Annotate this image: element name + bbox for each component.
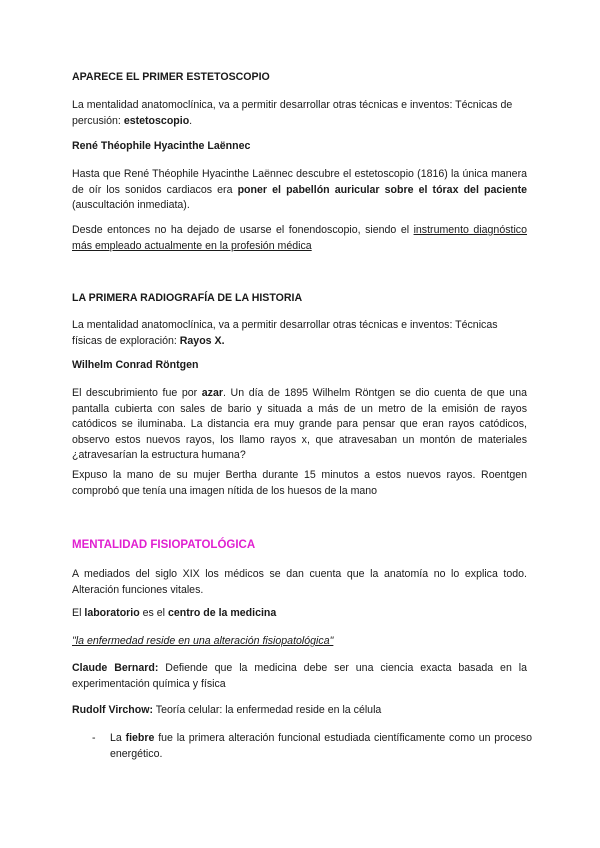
bold-text: fiebre xyxy=(125,732,155,744)
paragraph-bertha: Expuso la mano de su mujer Bertha durante 15 minutos a estos nuevos rayos. Roentgen comprobó que tenía una imagen nítida de los huesos de la mano xyxy=(72,469,527,497)
text-run: es el xyxy=(139,607,168,619)
paragraph-fonendoscopio xyxy=(72,223,527,254)
bold-text: poner el pabellón auricular sobre el tórax del paciente xyxy=(237,183,527,196)
bullet-dash: - xyxy=(92,732,96,744)
text-run: . xyxy=(189,114,193,127)
paragraph-siglo-xix: A mediados del siglo XIX los médicos se dan cuenta que la anatomía no lo explica todo. Alteración funciones vitales. xyxy=(72,568,527,596)
text-run: El descubrimiento fue por xyxy=(72,387,202,399)
subheading-rontgen: Wilhelm Conrad Röntgen xyxy=(72,359,199,371)
bold-text: Claude Bernard: xyxy=(72,662,159,674)
text-run: La mentalidad anatomoclínica, va a permitir desarrollar otras técnicas e inventos: Técnicas físicas de exploración: xyxy=(72,319,498,347)
text-run: La xyxy=(110,732,126,744)
text-run: Teoría celular: la enfermedad reside en la célula xyxy=(153,704,382,716)
bold-text: laboratorio xyxy=(84,607,140,619)
section-title-estetoscopio: APARECE EL PRIMER ESTETOSCOPIO xyxy=(72,71,270,83)
list-item xyxy=(92,731,532,762)
paragraph-laboratorio xyxy=(72,606,527,622)
underlined-text: instrumento diagnóstico más empleado actualmente en la profesión médica xyxy=(72,224,527,252)
quote-fisiopatologica: "la enfermedad reside en una alteración fisiopatológica" xyxy=(72,635,334,647)
section-title-radiografia: LA PRIMERA RADIOGRAFÍA DE LA HISTORIA xyxy=(72,292,303,304)
text-run: La mentalidad anatomoclínica, va a permitir desarrollar otras técnicas e inventos: Técnicas de percusión: xyxy=(72,99,513,127)
bold-text: Rudolf Virchow: xyxy=(72,704,154,716)
text-run: El xyxy=(72,607,85,619)
paragraph-radiografia-intro xyxy=(72,318,527,349)
text-run: . Un día de 1895 Wilhelm Röntgen se dio cuenta de que una pantalla cubierta con sales de bario y situada a más de un metro de la emisión de rayos catódicos se iluminaba. La distancia era muy grande para pensar que eran rayos catódicos, observo estos nuevos rayos, los llamo rayos x, que atravesaban un montón de materiales ¿atravesarían la estructura humana? xyxy=(72,387,527,461)
paragraph-estetoscopio-intro xyxy=(72,98,527,129)
section-title-fisiopatologica: MENTALIDAD FISIOPATOLÓGICA xyxy=(72,539,256,551)
bold-text: azar xyxy=(201,387,223,399)
paragraph-rudolf-virchow xyxy=(72,703,527,719)
paragraph-claude-bernard xyxy=(72,661,527,692)
paragraph-laennec xyxy=(72,167,527,214)
bold-text: Rayos X. xyxy=(179,334,225,347)
list-item-text xyxy=(110,731,532,762)
text-run: fue la primera alteración funcional estudiada científicamente como un proceso energético. xyxy=(110,732,532,760)
subheading-laennec: René Théophile Hyacinthe Laënnec xyxy=(72,140,251,152)
text-run: Defiende que la medicina debe ser una ciencia exacta basada en la experimentación química y física xyxy=(72,662,527,690)
text-run: Desde entonces no ha dejado de usarse el fonendoscopio, siendo el xyxy=(72,224,414,236)
bold-text: centro de la medicina xyxy=(167,607,277,619)
text-run: (auscultación inmediata). xyxy=(72,199,190,211)
bold-text: estetoscopio xyxy=(123,114,190,127)
text-run: Hasta que René Théophile Hyacinthe Laënnec descubre el estetoscopio (1816) la única manera de oír los sonidos cardiacos era xyxy=(72,168,527,196)
paragraph-descubrimiento xyxy=(72,386,527,464)
